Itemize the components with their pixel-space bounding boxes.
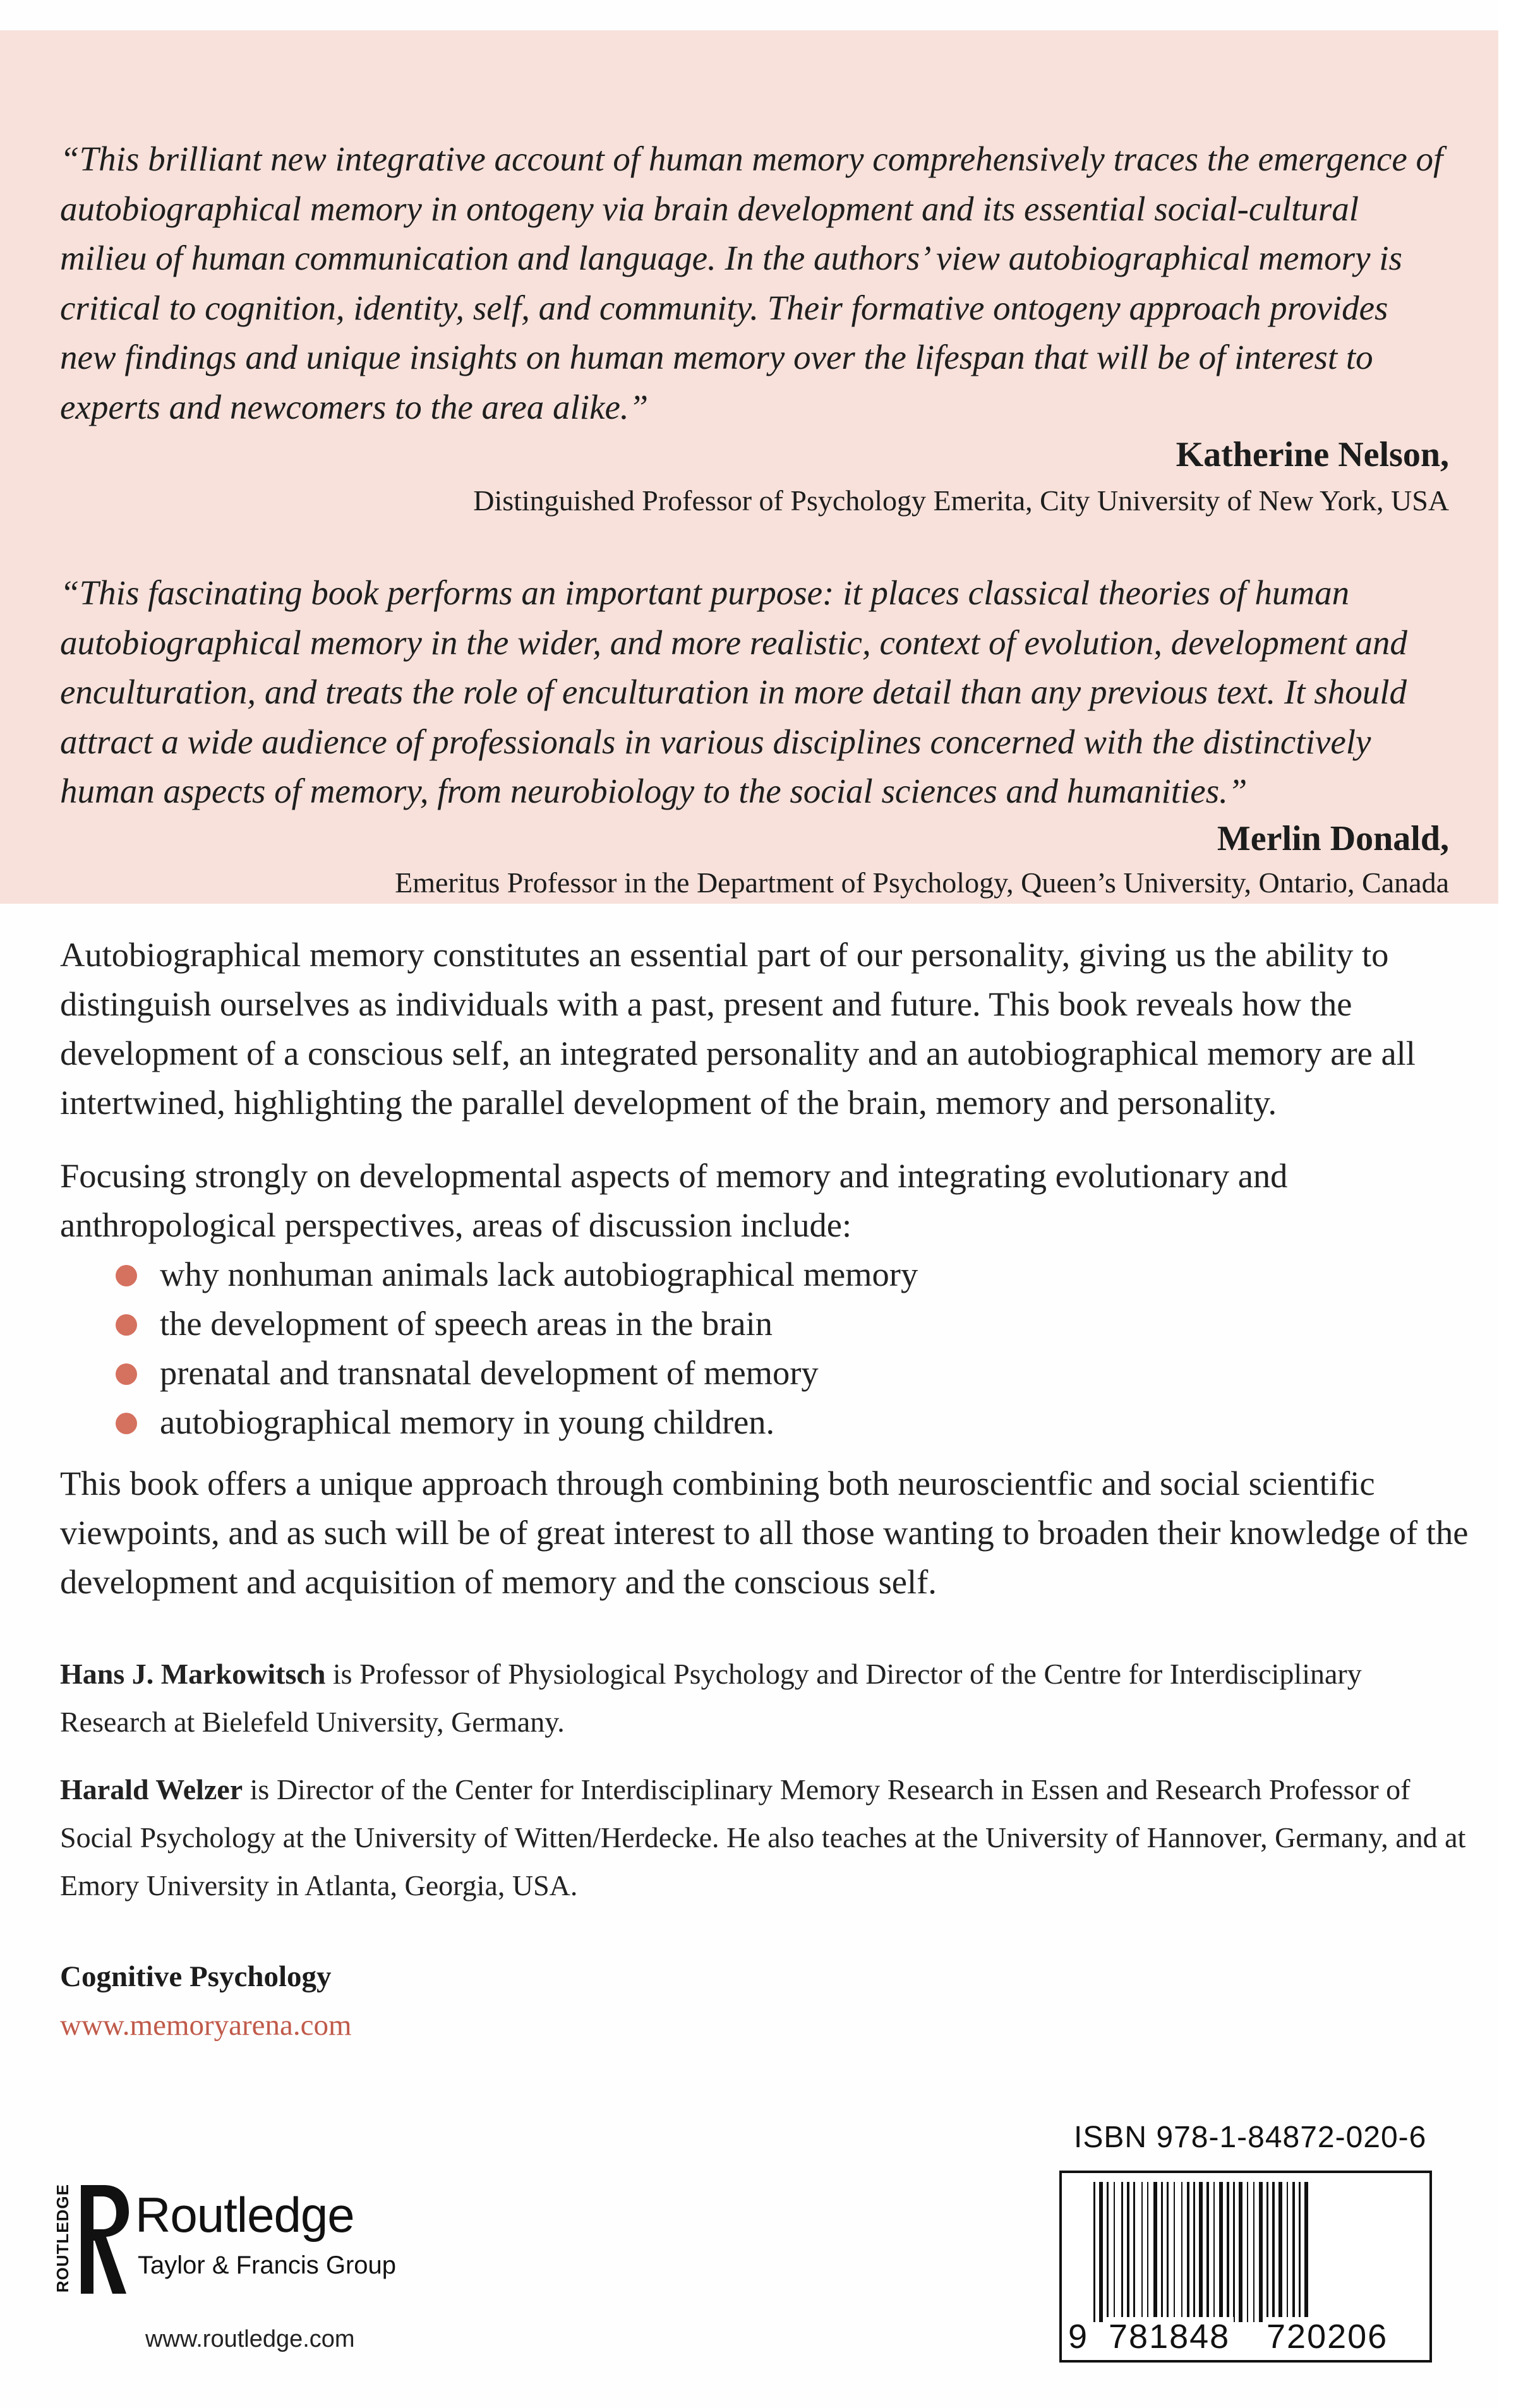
publisher-name: Routledge — [135, 2187, 354, 2243]
barcode-bar — [1259, 2182, 1263, 2322]
subject-category: Cognitive Psychology — [60, 1960, 332, 1993]
endorser-name: Katherine Nelson, — [1176, 435, 1449, 474]
barcode-bar — [1233, 2182, 1235, 2322]
endorser-title: Emeritus Professor in the Department of Psychology, Queen’s University, Ontario, Canada — [395, 866, 1449, 899]
barcode-bar — [1114, 2182, 1115, 2322]
author-name: Harald Welzer — [60, 1773, 243, 1806]
barcode-bar — [1206, 2182, 1209, 2322]
barcode-bar — [1287, 2182, 1288, 2322]
barcode-bar — [1247, 2182, 1248, 2322]
author-bio — [60, 1650, 1469, 1746]
list-item-text: why nonhuman animals lack autobiographical memory — [160, 1255, 918, 1293]
endorser-name: Merlin Donald, — [1217, 819, 1449, 858]
barcode-digit-first: 9 — [1068, 2318, 1088, 2356]
bullet-dot-icon — [116, 1265, 137, 1286]
bullet-dot-icon — [116, 1413, 137, 1434]
author-bio-text: is Director of the Center for Interdisciplinary Memory Research in Essen and Research Professor of Social Psychology at the University of Witten/Herdecke. He also teaches at the University of Hannover, Germany, and at Emory University in Atlanta, Georgia, USA. — [60, 1773, 1466, 1902]
barcode-bar — [1299, 2182, 1301, 2322]
barcode-bar — [1253, 2182, 1254, 2322]
barcode-bar — [1292, 2182, 1295, 2322]
list-item — [160, 1299, 918, 1348]
author-bio — [60, 1766, 1469, 1910]
description-paragraph: Focusing strongly on developmental aspects of memory and integrating evolutionary and anthropological perspectives, areas of discussion include: — [60, 1156, 1288, 1244]
barcode-digits-right: 720206 — [1263, 2317, 1392, 2356]
barcode-digits — [1062, 2317, 1429, 2355]
barcode-bar — [1219, 2182, 1223, 2322]
publisher-vertical-wordmark: ROUTLEDGE — [53, 2184, 72, 2293]
barcode-bar — [1272, 2182, 1275, 2322]
publisher-website-link[interactable]: www.routledge.com — [145, 2326, 355, 2352]
routledge-r-logo-icon — [76, 2183, 133, 2299]
publisher-group: Taylor & Francis Group — [138, 2251, 397, 2279]
isbn-barcode — [1059, 2171, 1432, 2363]
bullet-dot-icon — [116, 1314, 137, 1336]
author-name: Hans J. Markowitsch — [60, 1658, 326, 1690]
barcode-bar — [1107, 2182, 1109, 2322]
barcode-bar — [1174, 2182, 1175, 2322]
list-item — [160, 1250, 918, 1299]
description-paragraph: This book offers a unique approach through combining both neuroscientfic and social scientific viewpoints, and as such will be of great interest to all those wanting to broaden their knowledge of the development and acquisition of memory and the conscious self. — [60, 1464, 1469, 1601]
book-website-link[interactable]: www.memoryarena.com — [60, 2009, 352, 2042]
list-item-text: the development of speech areas in the brain — [160, 1304, 773, 1343]
barcode-bar — [1187, 2182, 1189, 2322]
barcode-bar — [1121, 2182, 1123, 2322]
barcode-bar — [1213, 2182, 1215, 2322]
barcode-bar — [1181, 2182, 1182, 2322]
list-item-text: prenatal and transnatal development of memory — [160, 1353, 819, 1392]
publisher-logo — [53, 2177, 445, 2304]
barcode-bar — [1099, 2182, 1103, 2322]
barcode-bar — [1147, 2182, 1148, 2322]
barcode-bar — [1093, 2182, 1095, 2322]
barcode-bar — [1266, 2182, 1268, 2322]
barcode-bar — [1153, 2182, 1157, 2322]
barcode-bar — [1193, 2182, 1195, 2322]
list-item — [160, 1398, 918, 1447]
endorsements-panel — [0, 30, 1498, 904]
barcode-bar — [1304, 2182, 1308, 2322]
description-paragraph: Autobiographical memory constitutes an essential part of our personality, giving us the ability to distinguish ourselves as individuals with a past, present and future. This book reveals how the development of a conscious self, an integrated personality and an autobiographical memory are all intertwined, highlighting the parallel development of the brain, memory and personality. — [60, 935, 1416, 1122]
barcode-bar — [1161, 2182, 1163, 2322]
endorsement-quote: “This fascinating book performs an important purpose: it places classical theories of human autobiographical memory in the wider, and more realistic, context of evolution, development and enculturation, and treats the role of enculturation in more detail than any previous text. It should attract a wide audience of professionals in various disciplines concerned with the distinctively human aspects of memory, from neurobiology to the social sciences and humanities.” — [60, 573, 1407, 810]
barcode-bar — [1239, 2182, 1242, 2322]
barcode-bar — [1141, 2182, 1143, 2322]
list-item-text: autobiographical memory in young children. — [160, 1403, 775, 1441]
barcode-bar — [1227, 2182, 1229, 2322]
barcode-bar — [1199, 2182, 1203, 2322]
endorsement-quote: “This brilliant new integrative account of human memory comprehensively traces the emergence of autobiographical memory in ontogeny via brain development and its essential social-cultural milieu of human communication and language. In the authors’ view autobiographical memory is critical to cognition, identity, self, and community. Their formative ontogeny approach provides new findings and unique insights on human memory over the lifespan that will be of interest to experts and newcomers to the area alike.” — [60, 140, 1443, 426]
isbn-label: ISBN 978-1-84872-020-6 — [1074, 2121, 1427, 2154]
barcode-bar — [1167, 2182, 1169, 2322]
barcode-bar — [1133, 2182, 1135, 2322]
list-item — [160, 1348, 918, 1398]
barcode-bar — [1127, 2182, 1129, 2322]
topics-list — [160, 1250, 918, 1447]
barcode-digits-left: 781848 — [1105, 2317, 1234, 2356]
author-bio-text: is Professor of Physiological Psychology and Director of the Centre for Interdisciplinary Research at Bielefeld University, Germany. — [60, 1658, 1362, 1738]
bullet-dot-icon — [116, 1363, 137, 1385]
barcode-bar — [1278, 2182, 1282, 2322]
endorser-title: Distinguished Professor of Psychology Emerita, City University of New York, USA — [473, 484, 1449, 517]
